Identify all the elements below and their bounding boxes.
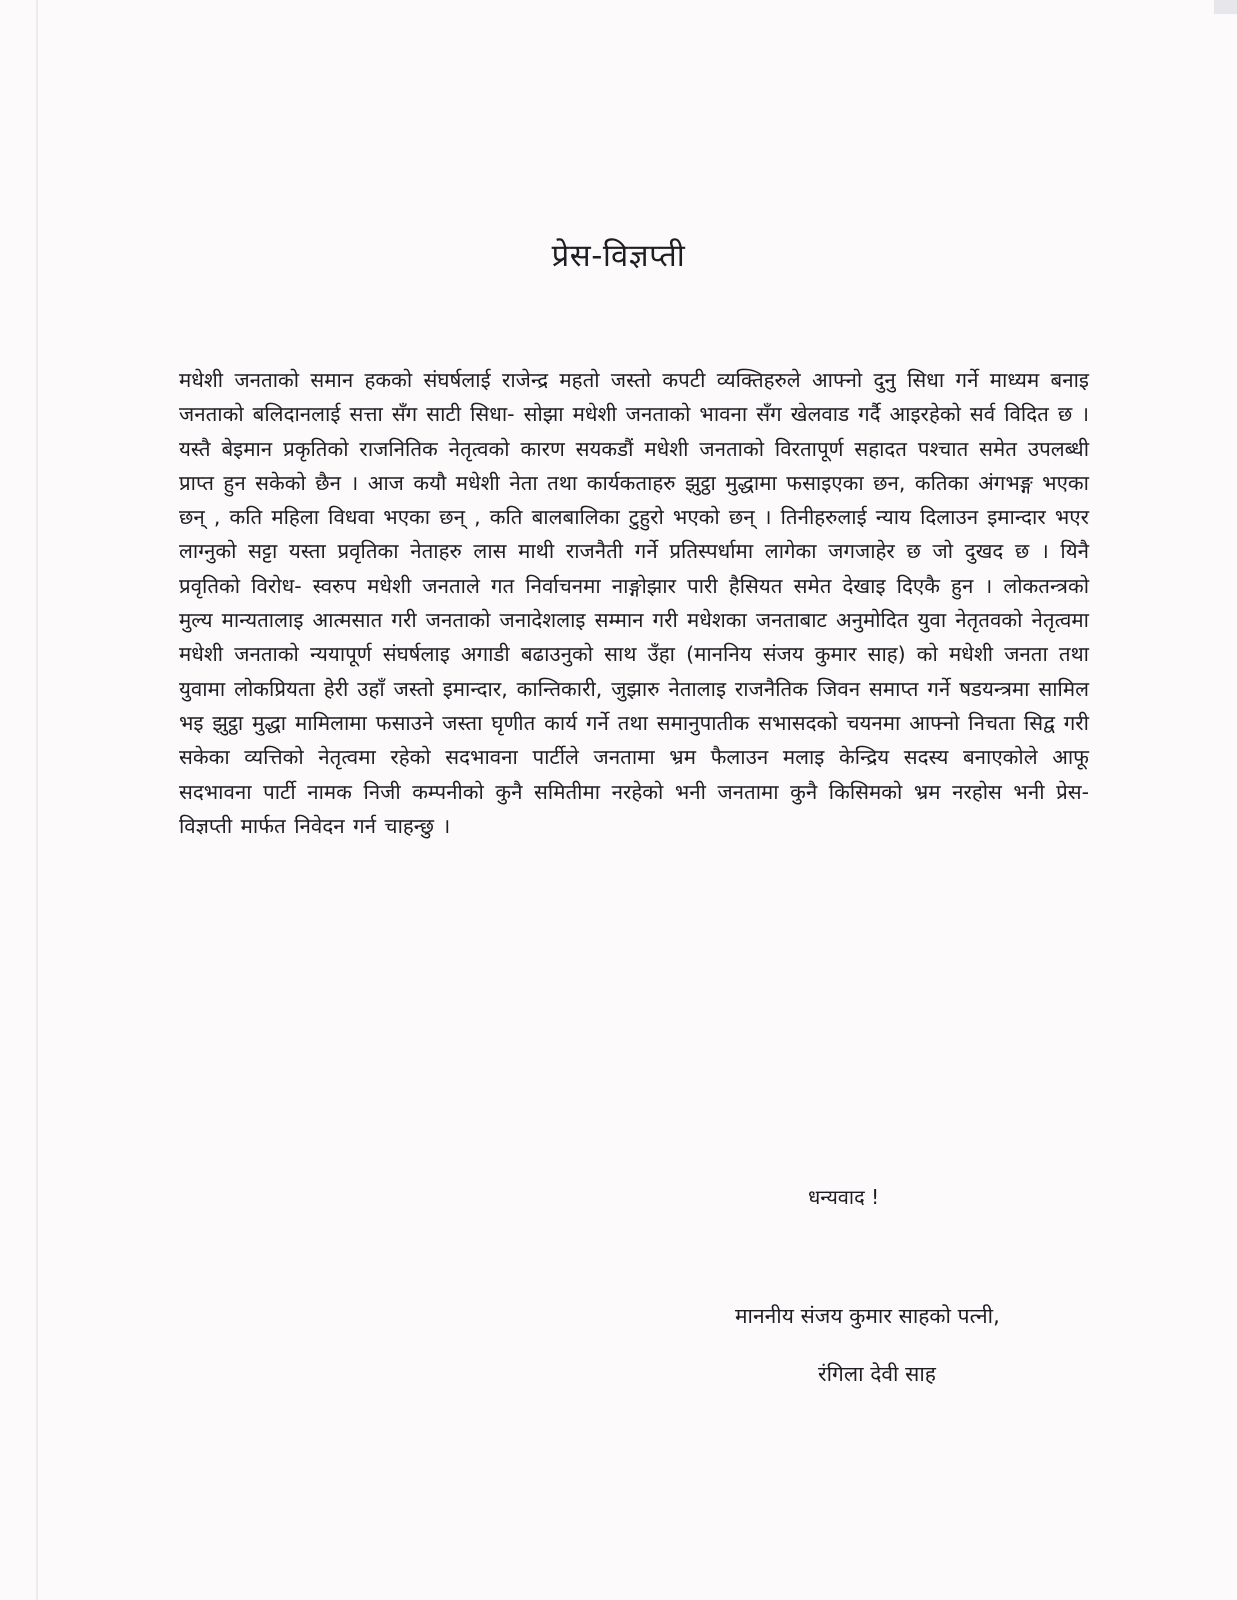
signature-name: रंगिला देवी साह — [818, 1362, 936, 1386]
scan-corner-mark — [1214, 0, 1237, 14]
document-title: प्रेस-विज्ञप्ती — [551, 238, 686, 274]
signature-line-1: माननीय संजय कुमार साहको पत्नी, — [735, 1304, 1000, 1328]
closing-thanks: धन्यवाद ! — [808, 1185, 880, 1209]
document-body: मधेशी जनताको समान हकको संघर्षलाई राजेन्द्र महतो जस्तो कपटी व्यक्तिहरुले आफ्नो दुनु सिधा गर्ने माध्यम बनाइ जनताको बलिदानलाई सत्ता सँग साटी सिधा- सोझा मधेशी जनताको भावना सँग खेलवाड गर्दै आइरहेको सर्व विदित छ । यस्तै बेइमान प्रकृतिको राजनितिक नेतृत्वको कारण सयकडौं मधेशी जनताको विरतापूर्ण सहादत पश्चात समेत उपलब्धी प्राप्त हुन सकेको छैन । आज कयौ मधेशी नेता तथा कार्यकताहरु झुट्ठा मुद्धामा फसाइएका छन, कतिका अंगभङ्ग भएका छन् , कति महिला विधवा भएका छन् , कति बालबालिका टुहुरो भएको छन् । तिनीहरुलाई न्याय दिलाउन इमान्दार भएर लाग्नुको सट्टा यस्ता प्रवृतिका नेताहरु लास माथी राजनैती गर्ने प्रतिस्पर्धामा लागेका जगजाहेर छ जो दुखद छ । यिनै प्रवृतिको विरोध- स्वरुप मधेशी जनताले गत निर्वाचनमा नाङ्गोझार पारी हैसियत समेत देखाइ दिएकै हुन । लोकतन्त्रको मुल्य मान्यतालाइ आत्मसात गरी जनताको जनादेशलाइ सम्मान गरी मधेशका जनताबाट अनुमोदित युवा नेतृतवको नेतृत्वमा मधेशी जनताको न्ययापूर्ण संघर्षलाइ अगाडी बढाउनुको साथ उँहा (माननिय संजय कुमार साह) को मधेशी जनता तथा युवामा लोकप्रियता हेरी उहाँ जस्तो इमान्दार, कान्तिकारी, जुझारु नेतालाइ राजनैतिक जिवन समाप्त गर्ने षडयन्त्रमा सामिल भइ झुट्ठा मुद्धा मामिलामा फसाउने जस्ता घृणीत कार्य गर्ने तथा समानुपातीक सभासदको चयनमा आफ्नो निचता सिद्व गरी सकेका व्यत्तिको नेतृत्वमा रहेको सदभावना पार्टीले जनतामा भ्रम फैलाउन मलाइ केन्द्रिय सदस्य बनाएकोले आफू सदभावना पार्टी नामक निजी कम्पनीको कुनै समितीमा नरहेको भनी जनतामा कुनै किसिमको भ्रम नरहोस भनी प्रेस- विज्ञप्ती मार्फत निवेदन गर्न चाहन्छु । — [179, 368, 1089, 838]
